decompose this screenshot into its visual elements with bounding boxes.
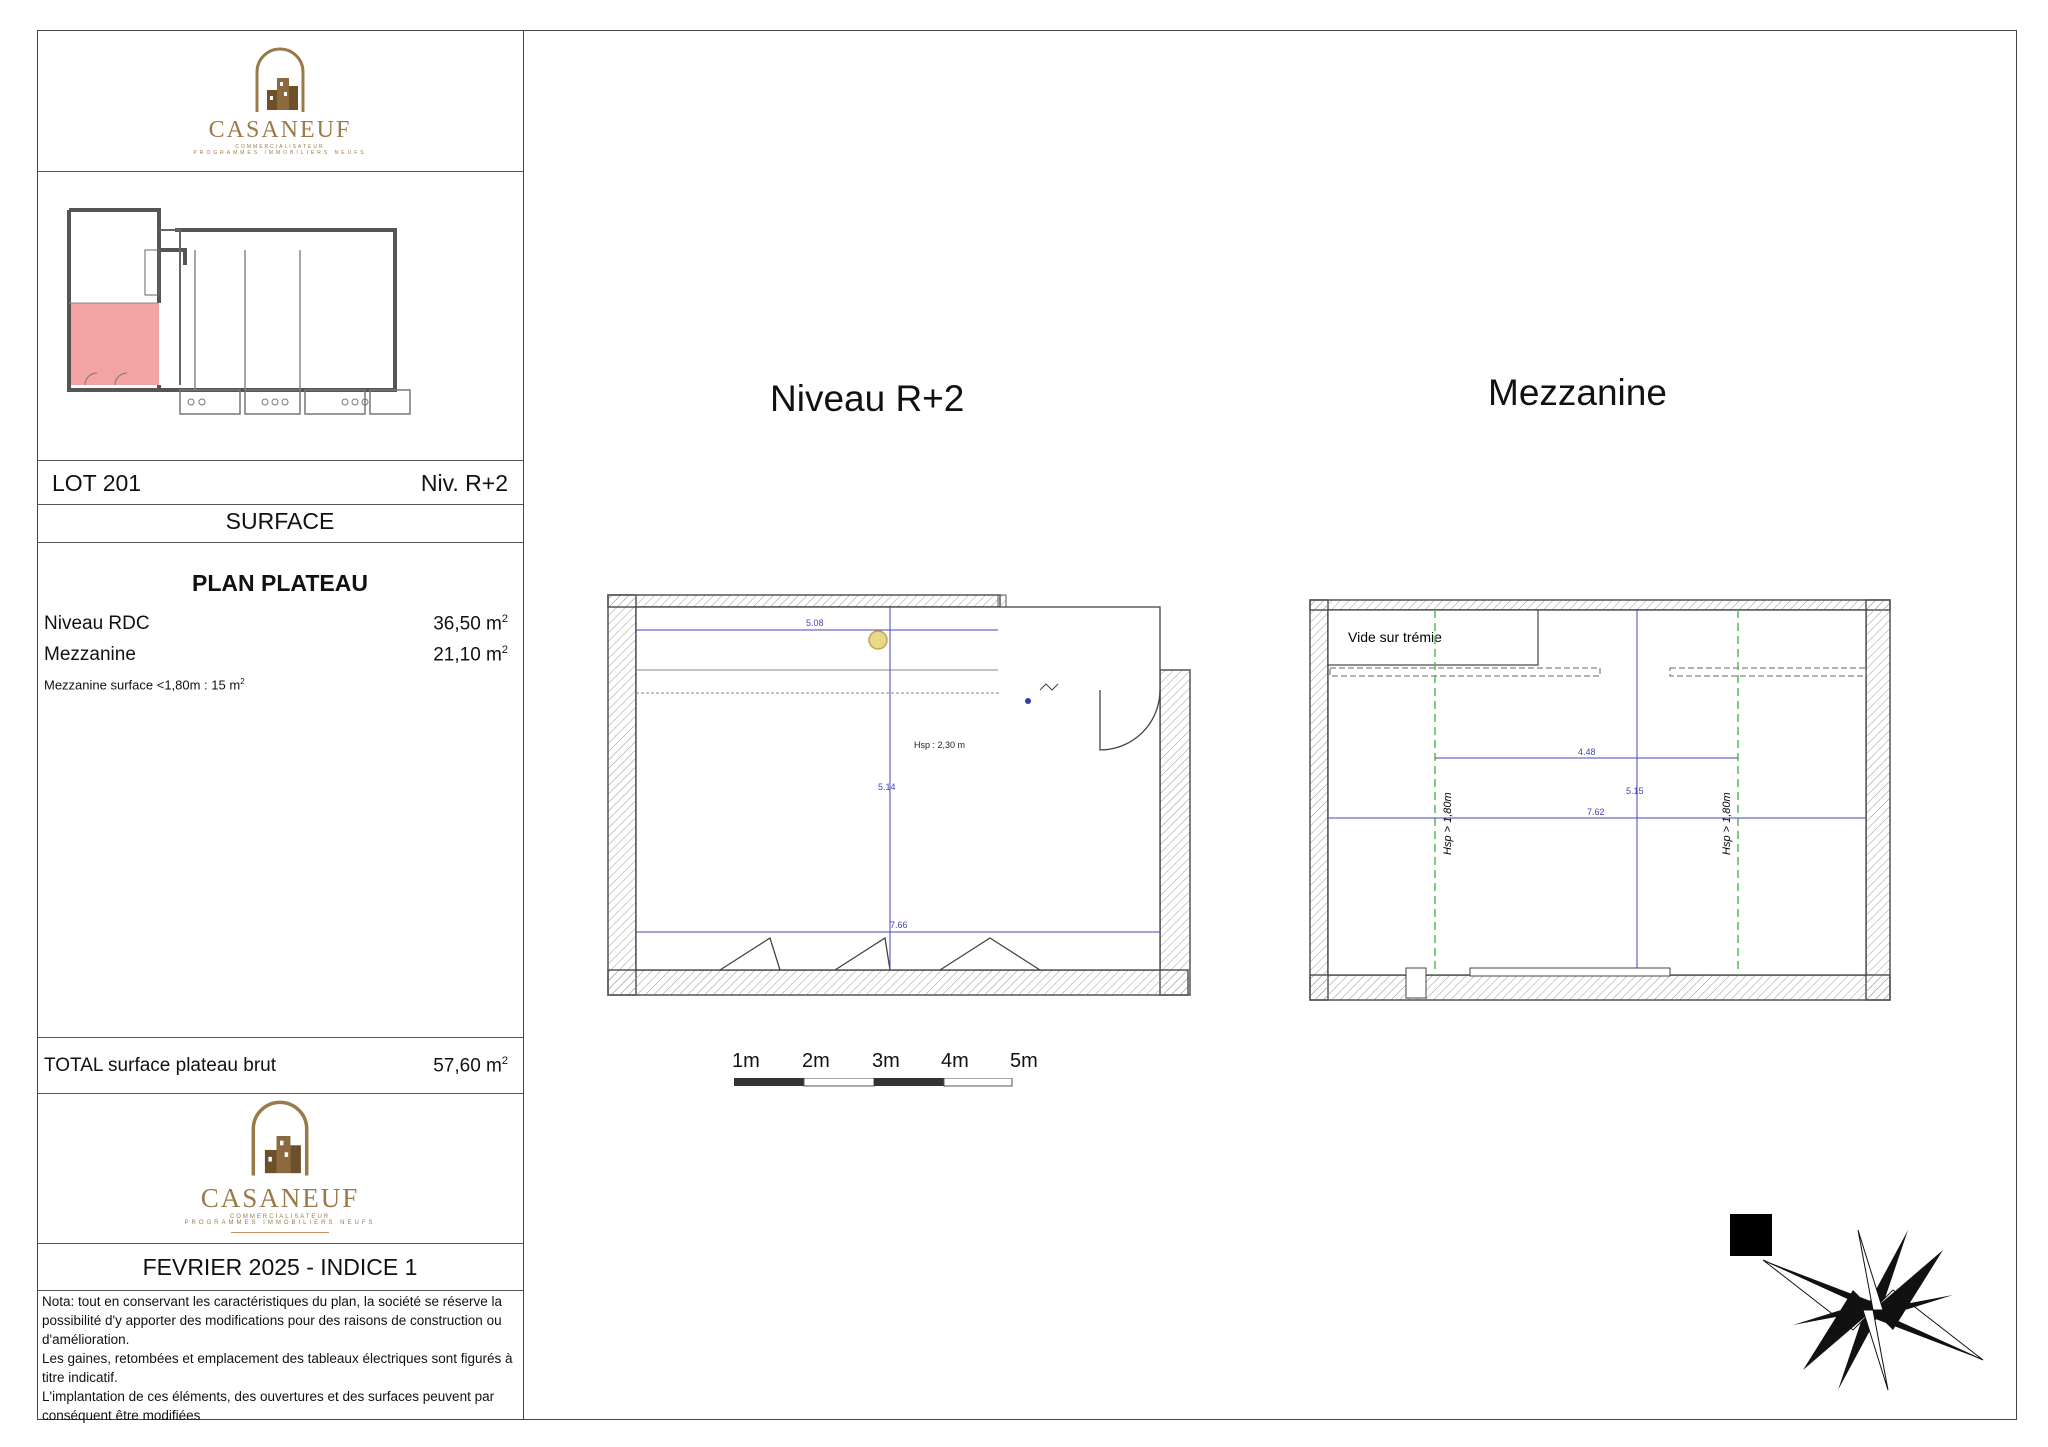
divider xyxy=(37,460,523,461)
nota-paragraph: L'implantation de ces éléments, des ouvertures et des surfaces peuvent par conséquent être modifiées xyxy=(42,1389,495,1423)
floor-plan-level xyxy=(600,590,1240,1010)
divider xyxy=(37,1243,523,1244)
scale-label: 4m xyxy=(941,1050,969,1072)
light-fixture-icon xyxy=(869,631,887,649)
plan-title-level: Niveau R+2 xyxy=(770,378,965,419)
scale-label: 3m xyxy=(872,1050,900,1072)
lot-level: Niv. R+2 xyxy=(420,470,508,496)
lot-number: LOT 201 xyxy=(52,470,142,496)
total-label: TOTAL surface plateau brut xyxy=(44,1055,276,1076)
lot-row xyxy=(37,470,523,497)
dimension-top: 5.08 xyxy=(806,618,824,628)
ceiling-height-label: Hsp : 2,30 m xyxy=(914,740,966,750)
plan-title: PLAN PLATEAU xyxy=(192,570,368,596)
surface-row-rdc xyxy=(44,613,508,635)
surface-value: 36,50 $m^2$ xyxy=(433,613,508,635)
nota-block xyxy=(42,1292,513,1425)
logo-top xyxy=(37,42,523,156)
key-plan-thumbnail xyxy=(65,190,505,460)
compass-rose-icon xyxy=(1728,1212,1990,1398)
logo-name: CASANEUF xyxy=(200,1183,360,1213)
date-revision: FEVRIER 2025 - INDICE 1 xyxy=(142,1254,418,1280)
scale-label: 1m xyxy=(732,1050,760,1072)
surface-value: 21,10 $m^2$ xyxy=(433,644,508,666)
surface-name: Niveau RDC xyxy=(44,613,150,634)
plan-title-mezzanine: Mezzanine xyxy=(1488,372,1667,413)
logo-tagline: COMMERCIALISATEUR xyxy=(229,1214,331,1220)
scale-bar-graphic xyxy=(734,1078,1014,1090)
scale-label: 5m xyxy=(1010,1050,1038,1072)
total-value: 57,60 $m^2$ xyxy=(433,1055,508,1077)
surface-name: Mezzanine xyxy=(44,644,136,665)
logo-bottom xyxy=(37,1092,523,1233)
surface-heading: SURFACE xyxy=(225,508,335,534)
floor-plan-mezzanine xyxy=(1300,590,1970,1010)
divider xyxy=(37,1290,523,1291)
surface-row-mezzanine xyxy=(44,644,508,666)
sidebar xyxy=(37,30,524,1423)
total-row xyxy=(44,1055,508,1077)
logo-name: CASANEUF xyxy=(208,117,352,143)
divider xyxy=(37,542,523,543)
nota-paragraph: Nota: tout en conservant les caractéristiques du plan, la société se réserve la possibilité d'y apporter des modifications pour des raisons de construction ou d'amélioration. xyxy=(42,1294,502,1347)
building-logo-icon xyxy=(249,42,311,114)
hsp-label-right: Hsp > 1,80m xyxy=(1721,792,1733,855)
scale-label: 2m xyxy=(802,1050,830,1072)
logo-subtitle: PROGRAMMES IMMOBILIERS NEUFS xyxy=(193,150,367,156)
logo-underline xyxy=(231,1232,329,1233)
dimension-height: 5.15 xyxy=(1626,786,1644,796)
building-logo-icon xyxy=(244,1092,316,1180)
dimension-width: 7.62 xyxy=(1587,807,1605,817)
void-label: Vide sur trémie xyxy=(1348,629,1442,645)
outlet-icon xyxy=(1025,698,1031,704)
divider xyxy=(37,171,523,172)
mezzanine-note: Mezzanine surface <1,80m : 15 $m^2$ xyxy=(44,677,245,693)
dimension-bottom: 7.66 xyxy=(890,920,908,930)
dimension-height: 5.14 xyxy=(878,782,896,792)
nota-paragraph: Les gaines, retombées et emplacement des tableaux électriques sont figurés à titre indicatif. xyxy=(42,1351,513,1385)
logo-tagline: COMMERCIALISATEUR xyxy=(235,144,325,150)
logo-subtitle: PROGRAMMES IMMOBILIERS NEUFS xyxy=(184,1220,376,1226)
hsp-label-left: Hsp > 1,80m xyxy=(1442,792,1454,855)
divider xyxy=(37,1037,523,1038)
dimension-inner: 4.48 xyxy=(1578,747,1596,757)
divider xyxy=(37,504,523,505)
